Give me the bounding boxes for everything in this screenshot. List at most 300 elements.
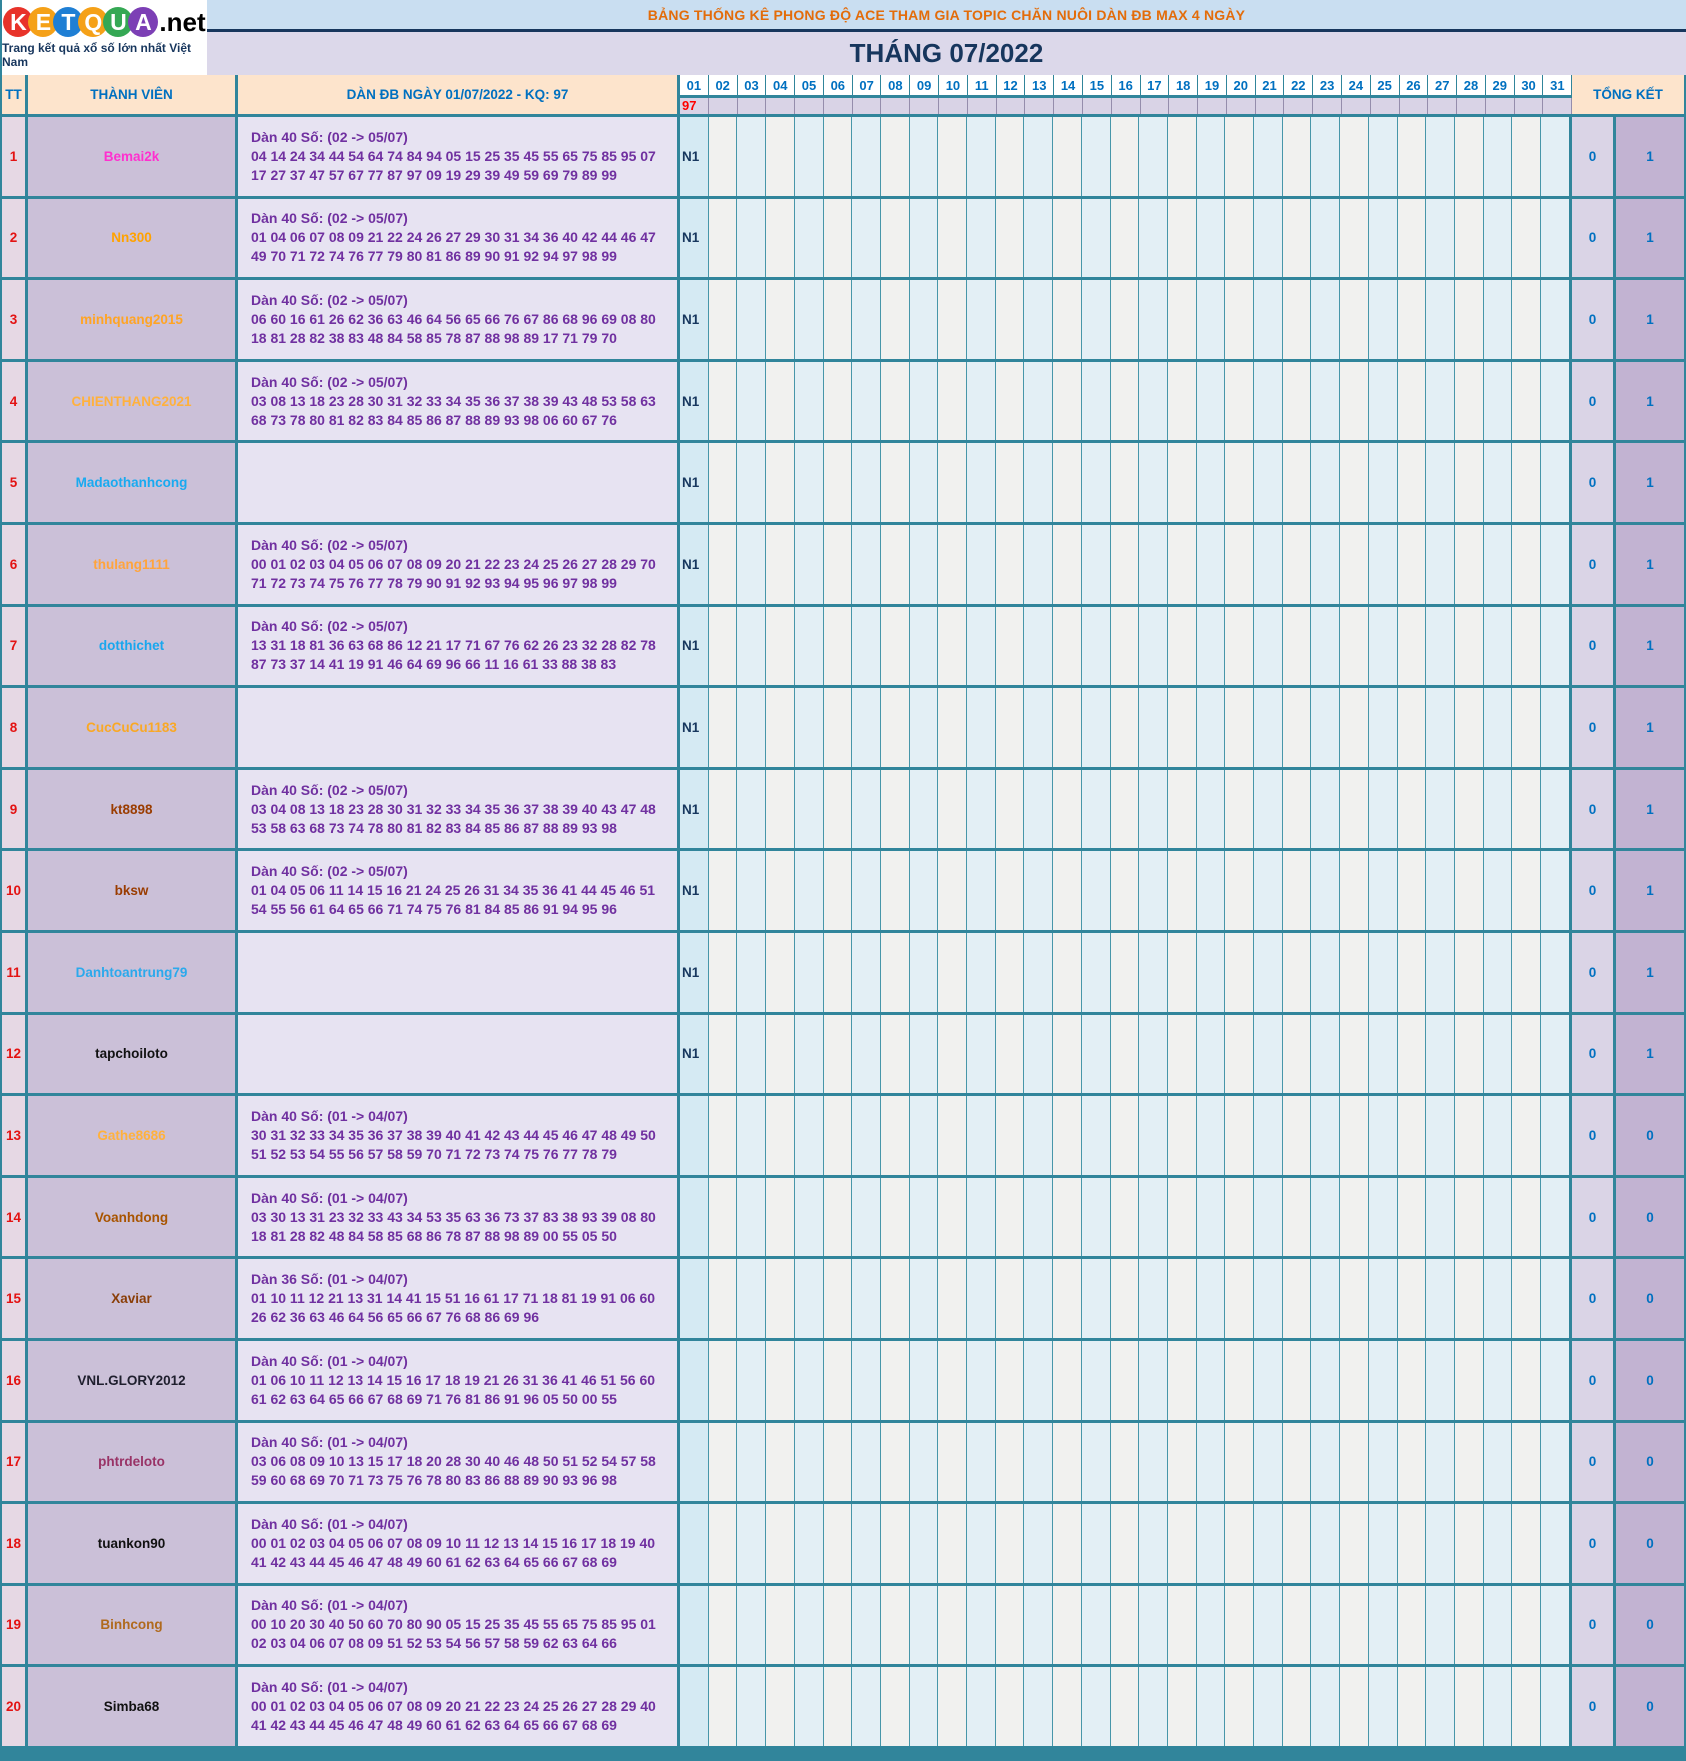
day-header-cell: 04 bbox=[766, 75, 795, 95]
day-cell bbox=[1283, 851, 1312, 930]
day-cell bbox=[1197, 525, 1226, 604]
day-cell bbox=[1283, 1178, 1312, 1257]
day-cell bbox=[1512, 117, 1541, 196]
total-played-cell: 0 bbox=[1616, 1178, 1686, 1257]
day-cell bbox=[1082, 1178, 1111, 1257]
member-name: dotthichet bbox=[28, 607, 238, 686]
row-index: 1 bbox=[0, 117, 28, 196]
day-cell bbox=[910, 1504, 939, 1583]
day-cell bbox=[1512, 199, 1541, 278]
day-cell bbox=[852, 199, 881, 278]
day-cell bbox=[1225, 1423, 1254, 1502]
dan-cell bbox=[238, 1096, 680, 1175]
dan-numbers: 30 31 32 33 34 35 36 37 38 39 40 41 42 43 44 45 46 47 48 49 50 bbox=[251, 1126, 656, 1143]
day-cell bbox=[1168, 607, 1197, 686]
day-cell bbox=[938, 280, 967, 359]
row-index: 10 bbox=[0, 851, 28, 930]
day-cell bbox=[1225, 851, 1254, 930]
day-cell bbox=[1369, 1259, 1398, 1338]
day-cell bbox=[1484, 1504, 1513, 1583]
total-win-cell: 0 bbox=[1572, 1667, 1616, 1746]
day-cell bbox=[1082, 688, 1111, 767]
day-cell bbox=[1484, 933, 1513, 1012]
day-cell bbox=[1254, 199, 1283, 278]
day-cell bbox=[881, 1423, 910, 1502]
member-name: Nn300 bbox=[28, 199, 238, 278]
total-win-cell: 0 bbox=[1572, 1259, 1616, 1338]
day-cell bbox=[1426, 1423, 1455, 1502]
day-cell bbox=[1541, 117, 1572, 196]
day-cell bbox=[1254, 607, 1283, 686]
day-cell bbox=[881, 1259, 910, 1338]
day-cell bbox=[1426, 1504, 1455, 1583]
day-cell bbox=[1398, 1178, 1427, 1257]
day-cell bbox=[1369, 443, 1398, 522]
day-cell bbox=[967, 443, 996, 522]
table-row bbox=[0, 525, 1686, 607]
day-cell bbox=[1225, 770, 1254, 849]
table-row bbox=[0, 1586, 1686, 1668]
day-cell bbox=[1082, 199, 1111, 278]
day-cell bbox=[1254, 1504, 1283, 1583]
member-name: tapchoiloto bbox=[28, 1015, 238, 1094]
day-cell bbox=[824, 525, 853, 604]
day-header-cell: 14 bbox=[1054, 75, 1083, 95]
day-cell bbox=[910, 688, 939, 767]
day-cell bbox=[1197, 688, 1226, 767]
day-cell bbox=[1541, 1667, 1572, 1746]
day-header-cell: 07 bbox=[853, 75, 882, 95]
dan-numbers: 49 70 71 72 74 76 77 79 80 81 86 89 90 91 92 94 97 98 99 bbox=[251, 248, 617, 265]
day-cell bbox=[910, 770, 939, 849]
page-title: BẢNG THỐNG KÊ PHONG ĐỘ ACE THAM GIA TOPIC CHĂN NUÔI DÀN ĐB MAX 4 NGÀY bbox=[207, 0, 1686, 32]
day-cell bbox=[766, 1341, 795, 1420]
day-cell bbox=[1455, 1015, 1484, 1094]
day-cell bbox=[967, 933, 996, 1012]
day-cell bbox=[1168, 1586, 1197, 1665]
day-cell bbox=[1512, 1667, 1541, 1746]
day-header-cell: 21 bbox=[1256, 75, 1285, 95]
day-cell bbox=[1398, 1586, 1427, 1665]
dan-title: Dàn 40 Số: (02 -> 05/07) bbox=[251, 291, 408, 308]
member-name: Bemai2k bbox=[28, 117, 238, 196]
day-cell: N1 bbox=[680, 199, 709, 278]
day-cell bbox=[1053, 688, 1082, 767]
day-cell bbox=[1455, 199, 1484, 278]
day-cell bbox=[881, 851, 910, 930]
day-cell bbox=[1168, 1667, 1197, 1746]
day-cell bbox=[1111, 1259, 1140, 1338]
day-cell bbox=[1082, 1586, 1111, 1665]
table-body bbox=[0, 117, 1686, 1749]
member-name: Simba68 bbox=[28, 1667, 238, 1746]
total-played-cell: 1 bbox=[1616, 1015, 1686, 1094]
day-cell bbox=[938, 199, 967, 278]
dan-numbers: 03 04 08 13 18 23 28 30 31 32 33 34 35 36 37 38 39 40 43 47 48 bbox=[251, 800, 656, 817]
day-cell bbox=[1082, 770, 1111, 849]
dan-numbers: 03 30 13 31 23 32 33 43 34 53 35 63 36 73 37 83 38 93 39 08 80 bbox=[251, 1208, 656, 1225]
day-cell bbox=[852, 443, 881, 522]
total-played-cell: 1 bbox=[1616, 607, 1686, 686]
day-cell bbox=[1369, 851, 1398, 930]
dan-title: Dàn 40 Số: (01 -> 04/07) bbox=[251, 1434, 408, 1451]
day-cell bbox=[1197, 607, 1226, 686]
day-cell bbox=[1139, 1586, 1168, 1665]
day-cell bbox=[910, 851, 939, 930]
day-cell bbox=[1024, 1586, 1053, 1665]
day-cell bbox=[996, 117, 1025, 196]
day-cell bbox=[1398, 933, 1427, 1012]
day1-result-cell bbox=[1371, 98, 1400, 114]
day-cell bbox=[1168, 525, 1197, 604]
day-cell bbox=[1111, 280, 1140, 359]
day-cell bbox=[737, 199, 766, 278]
total-win-cell: 0 bbox=[1572, 117, 1616, 196]
day-cell bbox=[1225, 1096, 1254, 1175]
day-cell bbox=[766, 443, 795, 522]
day-cell bbox=[910, 1178, 939, 1257]
day-cell bbox=[1082, 1015, 1111, 1094]
day-cell bbox=[1512, 770, 1541, 849]
day-cell bbox=[737, 1667, 766, 1746]
day-cell bbox=[1541, 1586, 1572, 1665]
day-cell bbox=[1512, 443, 1541, 522]
day-cell bbox=[1197, 117, 1226, 196]
day-cell bbox=[938, 1096, 967, 1175]
day-cell bbox=[852, 607, 881, 686]
day-cell bbox=[795, 851, 824, 930]
day-cell bbox=[996, 1096, 1025, 1175]
member-name: Xaviar bbox=[28, 1259, 238, 1338]
day-cell bbox=[709, 851, 738, 930]
day-cell bbox=[1398, 1341, 1427, 1420]
row-index: 8 bbox=[0, 688, 28, 767]
day-cell bbox=[1541, 1504, 1572, 1583]
day-cell bbox=[1484, 362, 1513, 441]
day-cell bbox=[737, 1015, 766, 1094]
day-cell bbox=[910, 1667, 939, 1746]
day-cell bbox=[1024, 1259, 1053, 1338]
day-cell bbox=[737, 525, 766, 604]
day-cell bbox=[967, 851, 996, 930]
member-name: bksw bbox=[28, 851, 238, 930]
day-cell bbox=[1111, 1667, 1140, 1746]
total-played-cell: 1 bbox=[1616, 688, 1686, 767]
total-played-cell: 1 bbox=[1616, 362, 1686, 441]
day-cell bbox=[1340, 1586, 1369, 1665]
day-cell bbox=[1369, 607, 1398, 686]
table-row bbox=[0, 362, 1686, 444]
day-cell bbox=[852, 1667, 881, 1746]
day-cell bbox=[938, 1015, 967, 1094]
dan-cell bbox=[238, 770, 680, 849]
dan-cell bbox=[238, 1015, 680, 1094]
day-cell: N1 bbox=[680, 280, 709, 359]
day-cell: N1 bbox=[680, 688, 709, 767]
day-cell bbox=[1426, 199, 1455, 278]
day-cell bbox=[1541, 933, 1572, 1012]
day-cell bbox=[766, 1504, 795, 1583]
dan-cell bbox=[238, 1586, 680, 1665]
day-cell bbox=[1512, 1504, 1541, 1583]
day-header-cell: 11 bbox=[968, 75, 997, 95]
day-cell bbox=[967, 1667, 996, 1746]
day-cell bbox=[881, 1341, 910, 1420]
day-cell bbox=[967, 1096, 996, 1175]
dan-cell bbox=[238, 1504, 680, 1583]
day-cell bbox=[1455, 851, 1484, 930]
day-cell bbox=[1053, 1341, 1082, 1420]
day-cell bbox=[1225, 1667, 1254, 1746]
day-cell bbox=[1139, 1667, 1168, 1746]
day-cell bbox=[938, 851, 967, 930]
day-cell bbox=[1254, 851, 1283, 930]
day-cells bbox=[680, 117, 1572, 196]
day-cell bbox=[824, 199, 853, 278]
day-cell bbox=[737, 1178, 766, 1257]
day-cell bbox=[852, 851, 881, 930]
day-header-cell: 25 bbox=[1371, 75, 1400, 95]
day-cell bbox=[680, 1504, 709, 1583]
day-cell bbox=[1168, 933, 1197, 1012]
day-cell bbox=[910, 117, 939, 196]
day-cells bbox=[680, 933, 1572, 1012]
day-header-cell: 10 bbox=[939, 75, 968, 95]
day-cell bbox=[1254, 1341, 1283, 1420]
day-cell bbox=[967, 688, 996, 767]
day-cell bbox=[709, 117, 738, 196]
day-cell bbox=[795, 117, 824, 196]
day-cells bbox=[680, 362, 1572, 441]
day-cell: N1 bbox=[680, 851, 709, 930]
day-cell bbox=[1197, 1096, 1226, 1175]
day-cell bbox=[1426, 362, 1455, 441]
dan-numbers: 02 03 04 06 07 08 09 51 52 53 54 56 57 58 59 62 63 64 66 bbox=[251, 1635, 617, 1652]
day-cell bbox=[1139, 1178, 1168, 1257]
day-cell bbox=[881, 1015, 910, 1094]
dan-cell bbox=[238, 362, 680, 441]
row-index: 7 bbox=[0, 607, 28, 686]
day-cell bbox=[1512, 607, 1541, 686]
table-row bbox=[0, 1667, 1686, 1749]
day-cell bbox=[1111, 607, 1140, 686]
dan-title: Dàn 40 Số: (02 -> 05/07) bbox=[251, 210, 408, 227]
day-cell bbox=[938, 525, 967, 604]
day1-result-cell bbox=[997, 98, 1026, 114]
day-cell bbox=[1111, 1423, 1140, 1502]
day-cell bbox=[824, 1178, 853, 1257]
dan-numbers: 51 52 53 54 55 56 57 58 59 70 71 72 73 74 75 76 77 78 79 bbox=[251, 1145, 617, 1162]
day-cell bbox=[1426, 1341, 1455, 1420]
day-cell bbox=[881, 443, 910, 522]
day1-result-cell bbox=[881, 98, 910, 114]
day-cell bbox=[881, 607, 910, 686]
table-row bbox=[0, 1096, 1686, 1178]
day-cell bbox=[824, 117, 853, 196]
day-cell bbox=[1168, 1504, 1197, 1583]
day-cell bbox=[1311, 1341, 1340, 1420]
day-cell bbox=[967, 525, 996, 604]
dan-numbers: 68 73 78 80 81 82 83 84 85 86 87 88 89 93 98 06 60 67 76 bbox=[251, 411, 617, 428]
day-cell bbox=[1311, 280, 1340, 359]
day-cell bbox=[709, 1178, 738, 1257]
dan-numbers: 04 14 24 34 44 54 64 74 84 94 05 15 25 35 45 55 65 75 85 95 07 bbox=[251, 147, 656, 164]
day-cell bbox=[1082, 1341, 1111, 1420]
day-cell bbox=[709, 443, 738, 522]
day-cell bbox=[1082, 851, 1111, 930]
day-cell bbox=[938, 1341, 967, 1420]
day-cell bbox=[1024, 362, 1053, 441]
day-cell bbox=[1426, 443, 1455, 522]
day-cell bbox=[1455, 1586, 1484, 1665]
day-cells bbox=[680, 1423, 1572, 1502]
day-cell bbox=[852, 933, 881, 1012]
day-cell bbox=[881, 1586, 910, 1665]
day-cell bbox=[824, 1341, 853, 1420]
day-cell bbox=[967, 1259, 996, 1338]
day-cells bbox=[680, 1015, 1572, 1094]
dan-title: Dàn 36 Số: (01 -> 04/07) bbox=[251, 1271, 408, 1288]
day-cell bbox=[967, 280, 996, 359]
day1-result-cell bbox=[1025, 98, 1054, 114]
day-cell bbox=[1197, 199, 1226, 278]
day-cell bbox=[852, 1096, 881, 1175]
day-cell bbox=[737, 933, 766, 1012]
dan-cell bbox=[238, 607, 680, 686]
day-cell bbox=[1369, 1178, 1398, 1257]
ketqua-logo[interactable] bbox=[0, 0, 207, 75]
day-cell bbox=[1225, 525, 1254, 604]
day-cell bbox=[910, 607, 939, 686]
day-cell bbox=[1541, 362, 1572, 441]
day-cell bbox=[938, 770, 967, 849]
dan-numbers: 01 04 05 06 11 14 15 16 21 24 25 26 31 34 35 36 41 44 45 46 51 bbox=[251, 882, 656, 899]
day-cell bbox=[1082, 933, 1111, 1012]
total-played-cell: 1 bbox=[1616, 525, 1686, 604]
day-cell bbox=[1283, 770, 1312, 849]
day-cell bbox=[996, 1586, 1025, 1665]
total-win-cell: 0 bbox=[1572, 607, 1616, 686]
day-cell bbox=[737, 1096, 766, 1175]
total-win-cell: 0 bbox=[1572, 1015, 1616, 1094]
day-cell bbox=[709, 362, 738, 441]
row-index: 15 bbox=[0, 1259, 28, 1338]
day-cell bbox=[910, 1259, 939, 1338]
day-cell bbox=[766, 199, 795, 278]
day-cell bbox=[737, 443, 766, 522]
dan-title: Dàn 40 Số: (01 -> 04/07) bbox=[251, 1189, 408, 1206]
day-cell bbox=[967, 607, 996, 686]
day-cell bbox=[1484, 525, 1513, 604]
day-cell bbox=[996, 607, 1025, 686]
day-cell bbox=[938, 117, 967, 196]
day-cell bbox=[766, 770, 795, 849]
day-cell bbox=[1512, 1015, 1541, 1094]
day-cell bbox=[766, 933, 795, 1012]
day-cell bbox=[1340, 851, 1369, 930]
row-index: 16 bbox=[0, 1341, 28, 1420]
day-cell bbox=[1426, 933, 1455, 1012]
day-cell bbox=[1484, 1341, 1513, 1420]
day-cell bbox=[1426, 1178, 1455, 1257]
dan-numbers: 00 01 02 03 04 05 06 07 08 09 20 21 22 23 24 25 26 27 28 29 70 bbox=[251, 555, 656, 572]
day-cell bbox=[1225, 362, 1254, 441]
day-cell bbox=[824, 443, 853, 522]
day-cell bbox=[1111, 1015, 1140, 1094]
dan-title: Dàn 40 Số: (01 -> 04/07) bbox=[251, 1597, 408, 1614]
day-cell bbox=[1053, 1178, 1082, 1257]
total-win-cell: 0 bbox=[1572, 1096, 1616, 1175]
total-win-cell: 0 bbox=[1572, 525, 1616, 604]
day-cell bbox=[1024, 525, 1053, 604]
day-cell bbox=[1197, 1259, 1226, 1338]
total-played-cell: 1 bbox=[1616, 117, 1686, 196]
row-index: 14 bbox=[0, 1178, 28, 1257]
day-cell bbox=[1426, 688, 1455, 767]
day-cell bbox=[1512, 688, 1541, 767]
day-cell bbox=[996, 280, 1025, 359]
dan-numbers: 71 72 73 74 75 76 77 78 79 90 91 92 93 94 95 96 97 98 99 bbox=[251, 574, 617, 591]
day-cell bbox=[1369, 1096, 1398, 1175]
day-cell bbox=[824, 770, 853, 849]
day-cell bbox=[1541, 688, 1572, 767]
logo-letter-circles bbox=[3, 7, 153, 37]
day-cell bbox=[1197, 1667, 1226, 1746]
day-cell bbox=[1541, 770, 1572, 849]
day-cell bbox=[1168, 1259, 1197, 1338]
day-cell bbox=[1197, 280, 1226, 359]
day-cell bbox=[881, 1667, 910, 1746]
total-win-cell: 0 bbox=[1572, 933, 1616, 1012]
dan-title: Dàn 40 Số: (01 -> 04/07) bbox=[251, 1107, 408, 1124]
day-cell bbox=[737, 607, 766, 686]
day-cell bbox=[967, 1015, 996, 1094]
day1-result-cell bbox=[1083, 98, 1112, 114]
total-win-cell: 0 bbox=[1572, 199, 1616, 278]
day-cell bbox=[709, 688, 738, 767]
day-cell bbox=[1168, 1015, 1197, 1094]
day-cell bbox=[1082, 362, 1111, 441]
day-cell bbox=[1398, 1096, 1427, 1175]
day-cell bbox=[1139, 688, 1168, 767]
member-name: kt8898 bbox=[28, 770, 238, 849]
day-cell bbox=[1024, 607, 1053, 686]
dan-cell bbox=[238, 1423, 680, 1502]
day-cell bbox=[766, 688, 795, 767]
day-cell bbox=[1168, 1178, 1197, 1257]
day-header-cell: 03 bbox=[738, 75, 767, 95]
member-name: Madaothanhcong bbox=[28, 443, 238, 522]
day-cell bbox=[910, 1423, 939, 1502]
member-name: Binhcong bbox=[28, 1586, 238, 1665]
day-cell bbox=[1053, 1586, 1082, 1665]
day-cell bbox=[1024, 1341, 1053, 1420]
day-cell bbox=[1512, 1423, 1541, 1502]
day-cell bbox=[1197, 851, 1226, 930]
row-index: 18 bbox=[0, 1504, 28, 1583]
day-cell bbox=[1053, 1423, 1082, 1502]
day-cell bbox=[1254, 280, 1283, 359]
day-cell bbox=[1225, 933, 1254, 1012]
day-cell bbox=[1254, 443, 1283, 522]
day-cell bbox=[1541, 607, 1572, 686]
day-cell bbox=[1340, 117, 1369, 196]
dan-cell bbox=[238, 688, 680, 767]
day-cell bbox=[1541, 1178, 1572, 1257]
dan-numbers: 00 01 02 03 04 05 06 07 08 09 20 21 22 23 24 25 26 27 28 29 40 bbox=[251, 1698, 656, 1715]
day-cells bbox=[680, 1096, 1572, 1175]
day1-result-cell bbox=[1112, 98, 1141, 114]
